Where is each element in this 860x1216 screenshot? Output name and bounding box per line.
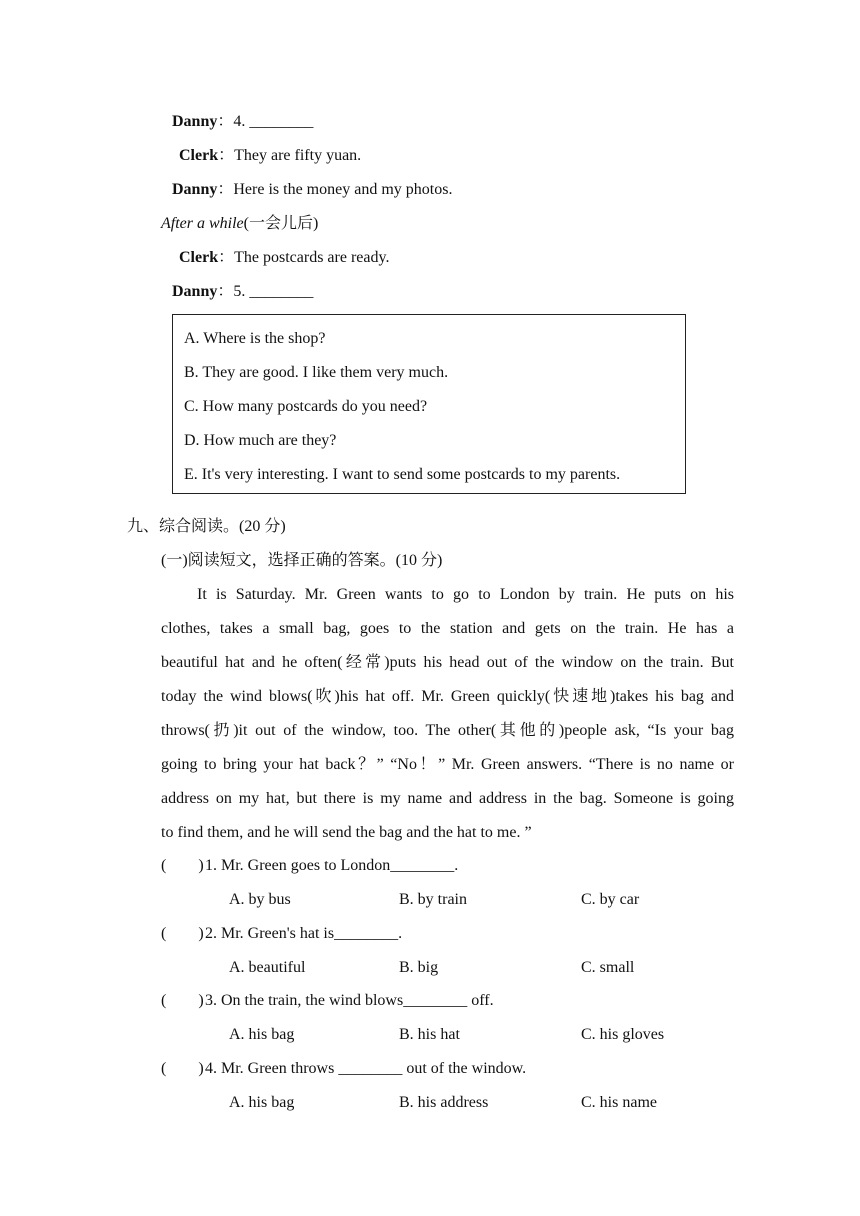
passage-line: going to bring your hat back？” “No！” Mr. Green answers. “There is no name or bbox=[161, 756, 734, 773]
passage-line: address on my hat, but there is my name and address in the bag. Someone is going bbox=[161, 790, 734, 807]
dialogue-line: Danny：5. ________ bbox=[172, 283, 314, 300]
stage-direction: After a while(一会儿后) bbox=[161, 215, 319, 232]
answer-bracket: ( ) bbox=[161, 857, 204, 874]
choice-b: B. big bbox=[399, 959, 439, 976]
choice-a: A. beautiful bbox=[229, 959, 306, 976]
passage-line: today the wind blows(吹)his hat off. Mr. Green quickly(快速地)takes his bag and bbox=[161, 688, 734, 705]
speaker-name: Clerk bbox=[179, 147, 219, 164]
dialogue-line: Danny：Here is the money and my photos. bbox=[172, 181, 453, 198]
dialogue-text: Here is the money and my photos. bbox=[233, 181, 453, 198]
section-subtitle: (一)阅读短文，选择正确的答案。(10 分) bbox=[161, 552, 443, 569]
answer-bracket: ( ) bbox=[161, 1060, 204, 1077]
answer-bracket: ( ) bbox=[161, 925, 204, 942]
option-item: E. It's very interesting. I want to send some postcards to my parents. bbox=[184, 466, 621, 483]
dialogue-line: Danny：4. ________ bbox=[172, 113, 314, 130]
choice-b: B. by train bbox=[399, 891, 467, 908]
passage-line: to find them, and he will send the bag and the hat to me. ” bbox=[161, 824, 532, 841]
section-title: 九、综合阅读。(20 分) bbox=[127, 518, 286, 535]
speaker-name: Danny bbox=[172, 181, 218, 198]
dialogue-text: They are fifty yuan. bbox=[234, 147, 362, 164]
choice-c: C. his name bbox=[581, 1094, 657, 1111]
choice-a: A. his bag bbox=[229, 1094, 295, 1111]
choice-b: B. his address bbox=[399, 1094, 489, 1111]
question-4: ( )4. Mr. Green throws ________ out of the window. bbox=[161, 1060, 527, 1077]
question-2: ( )2. Mr. Green's hat is________. bbox=[161, 925, 403, 942]
option-item: C. How many postcards do you need? bbox=[184, 398, 428, 415]
passage-line: It is Saturday. Mr. Green wants to go to London by train. He puts on his bbox=[197, 586, 734, 603]
speaker-name: Danny bbox=[172, 113, 218, 130]
question-1: ( )1. Mr. Green goes to London________. bbox=[161, 857, 459, 874]
option-item: D. How much are they? bbox=[184, 432, 337, 449]
choice-c: C. his gloves bbox=[581, 1026, 665, 1043]
dialogue-text: The postcards are ready. bbox=[234, 249, 390, 266]
option-item: A. Where is the shop? bbox=[184, 330, 326, 347]
choice-c: C. by car bbox=[581, 891, 640, 908]
dialogue-line: Clerk：The postcards are ready. bbox=[179, 249, 390, 266]
answer-bracket: ( ) bbox=[161, 992, 204, 1009]
speaker-name: Danny bbox=[172, 283, 218, 300]
passage-line: clothes, takes a small bag, goes to the station and gets on the train. He has a bbox=[161, 620, 734, 637]
option-item: B. They are good. I like them very much. bbox=[184, 364, 449, 381]
options-box bbox=[172, 314, 686, 494]
speaker-name: Clerk bbox=[179, 249, 219, 266]
choice-b: B. his hat bbox=[399, 1026, 460, 1043]
choice-c: C. small bbox=[581, 959, 635, 976]
choice-a: A. by bus bbox=[229, 891, 291, 908]
dialogue-text: 4. ________ bbox=[233, 113, 314, 130]
choice-a: A. his bag bbox=[229, 1026, 295, 1043]
dialogue-line: Clerk：They are fifty yuan. bbox=[179, 147, 362, 164]
question-3: ( )3. On the train, the wind blows________ off. bbox=[161, 992, 494, 1009]
dialogue-text: 5. ________ bbox=[233, 283, 314, 300]
passage-line: throws(扔)it out of the window, too. The other(其他的)people ask, “Is your bag bbox=[161, 722, 734, 739]
passage-line: beautiful hat and he often(经常)puts his head out of the window on the train. But bbox=[161, 654, 734, 671]
